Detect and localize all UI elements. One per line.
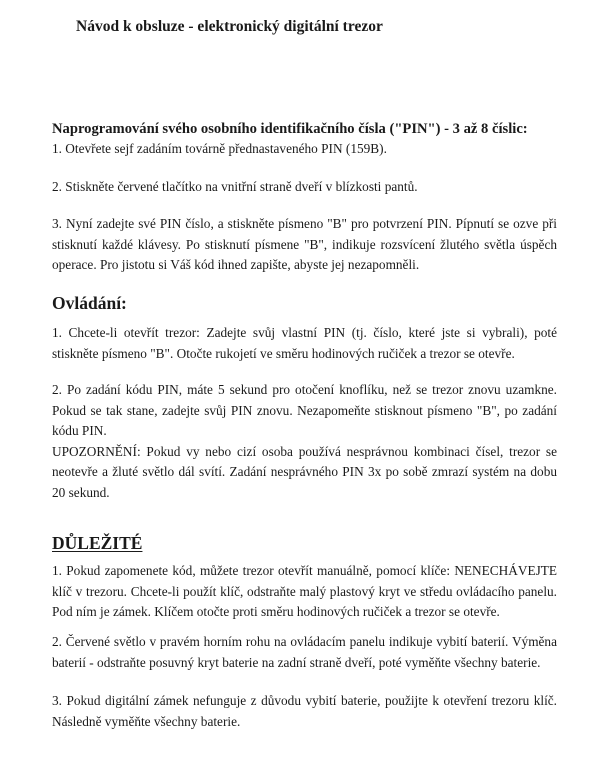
programming-step-2: [52, 177, 557, 198]
text-line: klíč v trezoru. Chcete-li použít klíč, odstraňte malý plastový kryt ve středu ovládacího panelu.: [52, 583, 557, 599]
text-line: stisknutí každé klávesy. Po stisknutí písmene "B", indikuje rozsvícení žlutého světla úspěch: [52, 236, 557, 252]
programming-heading: Naprogramování svého osobního identifikačního čísla ("PIN") - 3 až 8 číslic:: [52, 121, 528, 137]
text-line: stiskněte písmeno "B". Otočte rukojetí ve směru hodinových ručiček a trezor se otevře.: [52, 345, 515, 361]
document-title: Návod k obsluze - elektronický digitální trezor: [76, 18, 383, 35]
text-line: 1. Pokud zapomenete kód, můžete trezor otevřít manuálně, pomocí klíče: NENECHÁVEJTE: [52, 563, 557, 578]
text-line: Pod ním je zámek. Klíčem otočte proti směru hodinových ručiček a trezor se otevře.: [52, 604, 500, 619]
warning-line: neotevře a žluté světlo dál svítí. Zadání nesprávného PIN 3x po sobě zmrazí systém na dobu: [52, 464, 557, 479]
text-line: Následně vyměňte všechny baterie.: [52, 713, 241, 729]
operation-heading: Ovládání:: [52, 293, 127, 313]
operation-step-2: [52, 380, 557, 503]
text-line: 2. Červené světlo v pravém horním rohu na ovládacím panelu indikuje vybití baterií. Výměna: [52, 634, 557, 649]
important-item-3: [52, 691, 557, 732]
text-line: 2. Stiskněte červené tlačítko na vnitřní straně dveří v blízkosti pantů.: [52, 179, 418, 194]
text-line: 1. Chcete-li otevřít trezor: Zadejte svůj vlastní PIN (tj. číslo, které jste si vybrali), poté: [52, 325, 557, 340]
text-line: 1. Otevřete sejf zadáním továrně přednastaveného PIN (159B).: [52, 141, 387, 156]
important-heading: DŮLEŽITÉ: [52, 533, 143, 553]
text-line: 3. Nyní zadejte své PIN číslo, a stiskněte písmeno "B" pro potvrzení PIN. Pípnutí se ozve při: [52, 216, 557, 231]
programming-step-3: [52, 214, 557, 276]
text-line: kódu PIN.: [52, 423, 107, 438]
text-line: baterií - odstraňte posuvný kryt baterie na zadní straně dveří, poté vyměňte všechny baterie.: [52, 654, 541, 670]
important-item-1: [52, 561, 557, 623]
text-line: Pokud se tak stane, zadejte svůj PIN znovu. Nezapomeňte stisknout písmeno "B", po zadání: [52, 402, 557, 418]
operation-step-1: [52, 323, 557, 364]
warning-line: UPOZORNĚNÍ: Pokud vy nebo cizí osoba používá nesprávnou kombinaci čísel, trezor se: [52, 443, 557, 459]
text-line: 2. Po zadání kódu PIN, máte 5 sekund pro otočení knoflíku, než se trezor znovu uzamkne.: [52, 382, 557, 397]
text-line: operace. Pro jistotu si Váš kód ihned zapište, abyste jej nezapomněli.: [52, 257, 420, 272]
warning-line: 20 sekund.: [52, 484, 110, 500]
important-item-2: [52, 632, 557, 673]
programming-step-1: [52, 139, 557, 160]
text-line: 3. Pokud digitální zámek nefunguje z důvodu vybití baterie, použijte k otevření trezoru klíč.: [52, 693, 557, 708]
